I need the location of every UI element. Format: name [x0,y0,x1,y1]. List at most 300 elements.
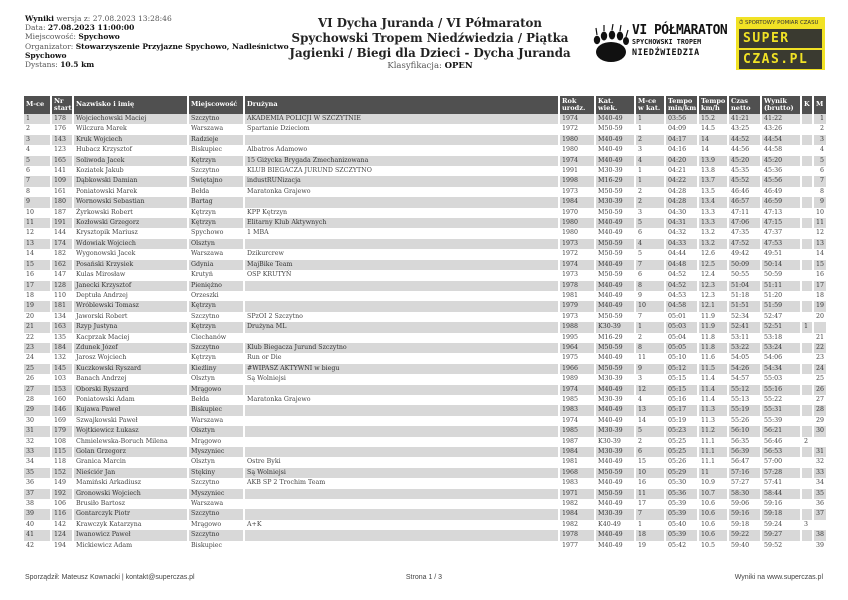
cell-team [244,541,559,551]
table-row [24,489,826,499]
table-row [24,395,826,405]
cell-age-category: M40-49 [595,416,635,426]
cell-birth-year: 1998 [559,176,595,186]
cell-name: Gontarczyk Piotr [73,509,188,519]
cell-bib: 144 [51,228,73,238]
cell-age-category: M40-49 [595,499,635,509]
cell-bib: 153 [51,385,73,395]
cell-name: Banach Andrzej [73,374,188,384]
cell-men-place: 7 [813,176,826,186]
cell-bib: 124 [51,530,73,540]
table-row [24,405,826,415]
cell-men-place [813,322,826,332]
table-row [24,145,826,155]
cell-women-place [801,270,813,280]
cell-men-place: 25 [816,375,825,383]
cell-age-category: M40-49 [595,405,635,415]
cell-place: 5 [24,156,51,166]
cell-bib: 103 [51,374,73,384]
cell-bib: 180 [51,197,73,207]
cell-birth-year: 1989 [559,374,595,384]
cell-net-time: 59:22 [728,530,761,540]
cell-city: Olsztyn [188,239,244,249]
table-row [24,291,826,301]
version-value: 27.08.2023 13:28:46 [92,14,172,23]
cell-city: Szczytno [188,114,244,124]
cell-age-category: M30-39 [595,509,635,519]
cell-bib: 179 [51,426,73,436]
cell-place: 12 [24,228,51,238]
cell-men-place: 28 [813,405,826,415]
cell-men-place: 6 [819,167,824,175]
cell-category-place: 2 [635,437,665,447]
cell-team: #WIPASZ AKTYWNI w biegu [244,364,559,374]
cell-bib: 118 [51,457,73,467]
cell-gross-result: 56:46 [761,437,801,447]
cell-net-time: 55:12 [728,385,761,395]
cell-category-place: 15 [635,457,665,467]
cell-net-time: 47:11 [728,208,761,218]
cell-bib: 143 [51,135,73,145]
cell-team: Drużyna ML [244,322,559,332]
cell-women-place [801,291,813,301]
column-header-team: Drużyna [244,96,559,114]
cell-net-time: 59:16 [728,509,761,519]
cell-net-time: 53:11 [728,333,761,343]
cell-birth-year: 1984 [559,509,595,519]
cell-birth-year: 1966 [559,364,595,374]
cell-birth-year: 1985 [559,395,595,405]
cell-birth-year: 1974 [559,260,595,270]
cell-team [244,333,559,343]
cell-category-place: 1 [635,520,665,530]
cell-birth-year: 1974 [559,114,595,124]
column-header-pace-min-km: Tempo min/km [665,96,698,114]
cell-name: Poniatowski Marek [73,187,188,197]
cell-place: 30 [24,416,51,426]
cell-team [244,447,559,457]
cell-category-place: 3 [635,374,665,384]
cell-men-place: 34 [816,479,825,487]
cell-category-place: 5 [635,218,665,228]
cell-speed-km-h: 10.6 [698,499,728,509]
cell-speed-km-h: 13.3 [698,208,728,218]
cell-team: Elitarny Klub Aktywnych [244,218,559,228]
cell-gross-result: 47:15 [761,218,801,228]
cell-name: Poniatowski Adam [73,395,188,405]
cell-category-place: 1 [635,322,665,332]
cell-bib: 106 [51,499,73,509]
cell-age-category: K40-49 [595,520,635,530]
cell-pace-min-km: 05:30 [665,478,698,488]
cell-name: Jaworski Robert [73,312,188,322]
cell-category-place: 16 [635,478,665,488]
cell-pace-min-km: 05:29 [665,468,698,478]
cell-gross-result: 58:44 [761,489,801,499]
cell-name: Mickiewicz Adam [73,541,188,551]
cell-city: Orzeszki [188,291,244,301]
cell-gross-result: 53:24 [761,343,801,353]
cell-name: Posański Krzysiek [73,260,188,270]
cell-women-place [801,457,813,467]
cell-city: Gdynia [188,260,244,270]
cell-city: Szczytno [188,478,244,488]
cell-bib: 134 [51,312,73,322]
cell-men-place: 23 [816,354,825,362]
event-title-block [285,16,575,72]
cell-place: 6 [24,166,51,176]
cell-city: Szczytno [188,312,244,322]
cell-age-category: M50-59 [595,468,635,478]
column-header-women-place: K [801,96,813,114]
cell-net-time: 54:57 [728,374,761,384]
cell-name: Soliwoda Jacek [73,156,188,166]
cell-birth-year: 1981 [559,457,595,467]
cell-gross-result: 47:13 [761,208,801,218]
cell-men-place: 37 [813,509,826,519]
cell-birth-year: 1982 [559,499,595,509]
cell-city: Spychowo [188,228,244,238]
cell-men-place: 21 [816,333,825,341]
cell-gross-result: 55:31 [761,405,801,415]
cell-city: Mrągowo [188,520,244,530]
cell-bib: 109 [51,176,73,186]
cell-team: KPP Kętrzyn [244,208,559,218]
cell-category-place: 11 [635,489,665,499]
cell-place: 27 [24,385,51,395]
cell-gross-result: 45:56 [761,176,801,186]
cell-city: Warszawa [188,499,244,509]
cell-bib: 142 [51,520,73,530]
cell-women-place [801,509,813,519]
cell-birth-year: 1995 [559,333,595,343]
cell-place: 1 [24,114,51,124]
cell-bib: 152 [51,468,73,478]
cell-speed-km-h: 11.4 [698,385,728,395]
classification-label: Klasyfikacja: [387,61,442,71]
cell-place: 28 [24,395,51,405]
cell-city: Kętrzyn [188,218,244,228]
cell-city: Mrągowo [188,437,244,447]
table-row [24,343,826,353]
cell-net-time: 55:26 [728,416,761,426]
cell-age-category: M40-49 [595,353,635,363]
cell-speed-km-h: 11.1 [698,437,728,447]
cell-speed-km-h: 11.5 [698,364,728,374]
cell-name: Janecki Krzysztof [73,281,188,291]
cell-pace-min-km: 05:01 [665,312,698,322]
cell-place: 4 [24,145,51,155]
cell-city: Warszawa [188,124,244,134]
cell-women-place [801,281,813,291]
cell-speed-km-h: 13.4 [698,197,728,207]
cell-gross-result: 52:51 [761,322,801,332]
cell-city: Olsztyn [188,374,244,384]
cell-place: 15 [24,260,51,270]
cell-gross-result: 46:59 [761,197,801,207]
cell-net-time: 43:25 [728,124,761,134]
cell-net-time: 46:57 [728,197,761,207]
cell-women-place [801,499,813,509]
cell-city: Myszyniec [188,447,244,457]
table-row [24,437,826,447]
cell-team: AKADEMIA POLICJI W SZCZYTNIE [244,114,559,124]
cell-place: 29 [24,405,51,415]
cell-speed-km-h: 12.5 [698,260,728,270]
cell-age-category: M40-49 [595,281,635,291]
cell-bib: 181 [51,301,73,311]
cell-place: 33 [24,447,51,457]
cell-bib: 115 [51,447,73,457]
cell-gross-result: 55:39 [761,416,801,426]
cell-net-time: 51:04 [728,281,761,291]
cell-age-category: M40-49 [595,145,635,155]
cell-women-place [801,478,813,488]
cell-gross-result: 59:18 [761,509,801,519]
cell-place: 21 [24,322,51,332]
cell-place: 35 [24,468,51,478]
cell-name: Mamiński Arkadiusz [73,478,188,488]
cell-women-place [801,239,813,249]
cell-age-category: M40-49 [595,260,635,270]
cell-category-place: 4 [635,395,665,405]
cell-speed-km-h: 13.5 [698,187,728,197]
organizer-value: Stowarzyszenie Przyjazne Spychowo, Nadleśnictwo Spychowo [25,41,289,60]
cell-team: Maratonka Grajewo [244,187,559,197]
cell-team [244,437,559,447]
cell-bib: 128 [51,281,73,291]
cell-place: 32 [24,437,51,447]
cell-men-place: 14 [816,250,825,258]
cell-name: Golan Grzegorz [73,447,188,457]
cell-gross-result: 44:54 [761,135,801,145]
cell-speed-km-h: 11.1 [698,447,728,457]
cell-pace-min-km: 04:31 [665,218,698,228]
cell-gross-result: 45:36 [761,166,801,176]
table-row [24,281,826,291]
cell-net-time: 59:06 [728,499,761,509]
table-row [24,260,826,270]
cell-name: Brusiło Bartosz [73,499,188,509]
cell-birth-year: 1991 [559,166,595,176]
cell-speed-km-h: 11.1 [698,457,728,467]
table-row [24,385,826,395]
cell-women-place [801,530,813,540]
table-row [24,509,826,519]
classification-value: OPEN [444,61,473,71]
cell-age-category: M50-59 [595,270,635,280]
distance-label: Dystans: [25,60,58,70]
cell-team [244,281,559,291]
cell-category-place: 2 [635,187,665,197]
cell-women-place [801,353,813,363]
cell-men-place: 10 [816,208,825,216]
cell-speed-km-h: 11 [698,468,728,478]
cell-speed-km-h: 10.7 [698,489,728,499]
cell-speed-km-h: 12.6 [698,249,728,259]
cell-women-place [801,114,813,124]
cell-age-category: M30-39 [595,395,635,405]
cell-team: Spartanie Dzieciom [244,124,559,134]
cell-gross-result: 59:16 [761,499,801,509]
cell-team [244,135,559,145]
table-header-row [24,96,826,114]
organizer-line [25,42,295,60]
cell-men-place: 11 [813,218,826,228]
cell-age-category: M40-49 [595,228,635,238]
cell-men-place: 26 [813,385,826,395]
cell-women-place: 1 [801,322,813,332]
date-label: Data: [25,23,46,33]
cell-women-place [801,374,813,384]
cell-city: Kętrzyn [188,208,244,218]
cell-pace-min-km: 05:15 [665,374,698,384]
column-header-bib: Nr start. [51,96,73,114]
table-row [24,374,826,384]
cell-speed-km-h: 12.3 [698,291,728,301]
superczas-tagline-text: SPORTOWY POMIAR CZASU [744,20,819,26]
cell-bib: 194 [51,541,73,551]
cell-name: Gronowski Wojciech [73,489,188,499]
cell-category-place: 2 [635,135,665,145]
cell-team [244,530,559,540]
cell-team [244,239,559,249]
cell-category-place: 6 [635,270,665,280]
cell-women-place: 2 [801,437,813,447]
cell-bib: 135 [51,333,73,343]
cell-pace-min-km: 05:05 [665,343,698,353]
cell-category-place: 4 [635,239,665,249]
cell-men-place [813,437,826,447]
cell-team [244,416,559,426]
cell-speed-km-h: 11.4 [698,395,728,405]
cell-net-time: 47:52 [728,239,761,249]
cell-place: 16 [24,270,51,280]
cell-women-place [801,208,813,218]
cell-gross-result: 49:51 [761,249,801,259]
cell-women-place [801,197,813,207]
cell-net-time: 59:18 [728,520,761,530]
cell-team: Klub Biegacza Jurund Szczytno [244,343,559,353]
cell-city: Szczytno [188,166,244,176]
cell-men-place: 32 [816,458,825,466]
cell-birth-year: 1972 [559,124,595,134]
cell-net-time: 56:47 [728,457,761,467]
cell-bib: 147 [51,270,73,280]
cell-birth-year: 1985 [559,426,595,436]
cell-category-place: 6 [635,447,665,457]
column-header-category-place: M-ce w kat. [635,96,665,114]
cell-gross-result: 51:59 [761,301,801,311]
cell-women-place [801,145,813,155]
cell-bib: 162 [51,260,73,270]
table-row [24,364,826,374]
cell-place: 19 [24,301,51,311]
cell-category-place: 8 [635,281,665,291]
cell-team: Albatros Adamowo [244,145,559,155]
table-row [24,176,826,186]
cell-city: Szczytno [188,509,244,519]
cell-women-place [801,249,813,259]
cell-men-place: 17 [813,281,826,291]
cell-men-place: 39 [816,541,825,549]
cell-name: Wdowiak Wojciech [73,239,188,249]
cell-name: Krawczyk Katarzyna [73,520,188,530]
cell-city: Biskupiec [188,405,244,415]
cell-net-time: 52:41 [728,322,761,332]
cell-speed-km-h: 11.6 [698,353,728,363]
cell-speed-km-h: 11.9 [698,322,728,332]
cell-pace-min-km: 05:40 [665,520,698,530]
footer-author: Sporządził: Mateusz Kownacki | kontakt@superczas.pl [25,574,195,581]
bear-paw-icon [592,24,630,64]
cell-team [244,291,559,301]
cell-age-category: K30-39 [595,437,635,447]
cell-category-place: 8 [635,343,665,353]
cell-birth-year: 1979 [559,301,595,311]
cell-age-category: M50-59 [595,187,635,197]
organizer-label: Organizator: [25,41,74,51]
event-title: VI Dycha Juranda / VI Półmaraton Spychowski Tropem Niedźwiedzia / Piątka Jagienki / Biegi dla Dzieci - Dycha Juranda [289,16,571,60]
version-label: wersja z: [56,14,91,23]
table-row [24,270,826,280]
cell-place: 11 [24,218,51,228]
cell-city: Kętrzyn [188,353,244,363]
cell-speed-km-h: 13.7 [698,176,728,186]
stopwatch-icon: ⏱ [739,20,744,26]
table-row [24,426,826,436]
cell-bib: 176 [51,124,73,134]
cell-gross-result: 56:53 [761,447,801,457]
cell-name: Nieściór Jan [73,468,188,478]
cell-pace-min-km: 05:39 [665,530,698,540]
cell-bib: 146 [51,405,73,415]
cell-net-time: 45:52 [728,176,761,186]
cell-team [244,301,559,311]
cell-age-category: M50-59 [595,343,635,353]
cell-category-place: 9 [635,291,665,301]
table-row [24,228,826,238]
cell-men-place: 35 [813,489,826,499]
cell-name: Iwanowicz Paweł [73,530,188,540]
cell-men-place: 2 [819,125,824,133]
cell-pace-min-km: 05:39 [665,499,698,509]
cell-birth-year: 1973 [559,270,595,280]
cell-name: Wróblewski Tomasz [73,301,188,311]
column-header-name: Nazwisko i imię [73,96,188,114]
cell-category-place: 7 [635,312,665,322]
cell-name: Kulas Mirosław [73,270,188,280]
cell-place: 41 [24,530,51,540]
cell-birth-year: 1988 [559,322,595,332]
cell-category-place: 17 [635,499,665,509]
cell-women-place [801,468,813,478]
cell-category-place: 1 [635,114,665,124]
table-row [24,322,826,332]
cell-city: Kieźliny [188,364,244,374]
cell-women-place [801,405,813,415]
cell-bib: 149 [51,478,73,488]
cell-birth-year: 1973 [559,312,595,322]
cell-place: 22 [24,333,51,343]
results-metadata [25,14,295,69]
cell-team: Dzikurcrew [244,249,559,259]
cell-men-place: 9 [813,197,826,207]
cell-speed-km-h: 14.5 [698,124,728,134]
cell-place: 20 [24,312,51,322]
cell-place: 14 [24,249,51,259]
cell-pace-min-km: 04:28 [665,197,698,207]
